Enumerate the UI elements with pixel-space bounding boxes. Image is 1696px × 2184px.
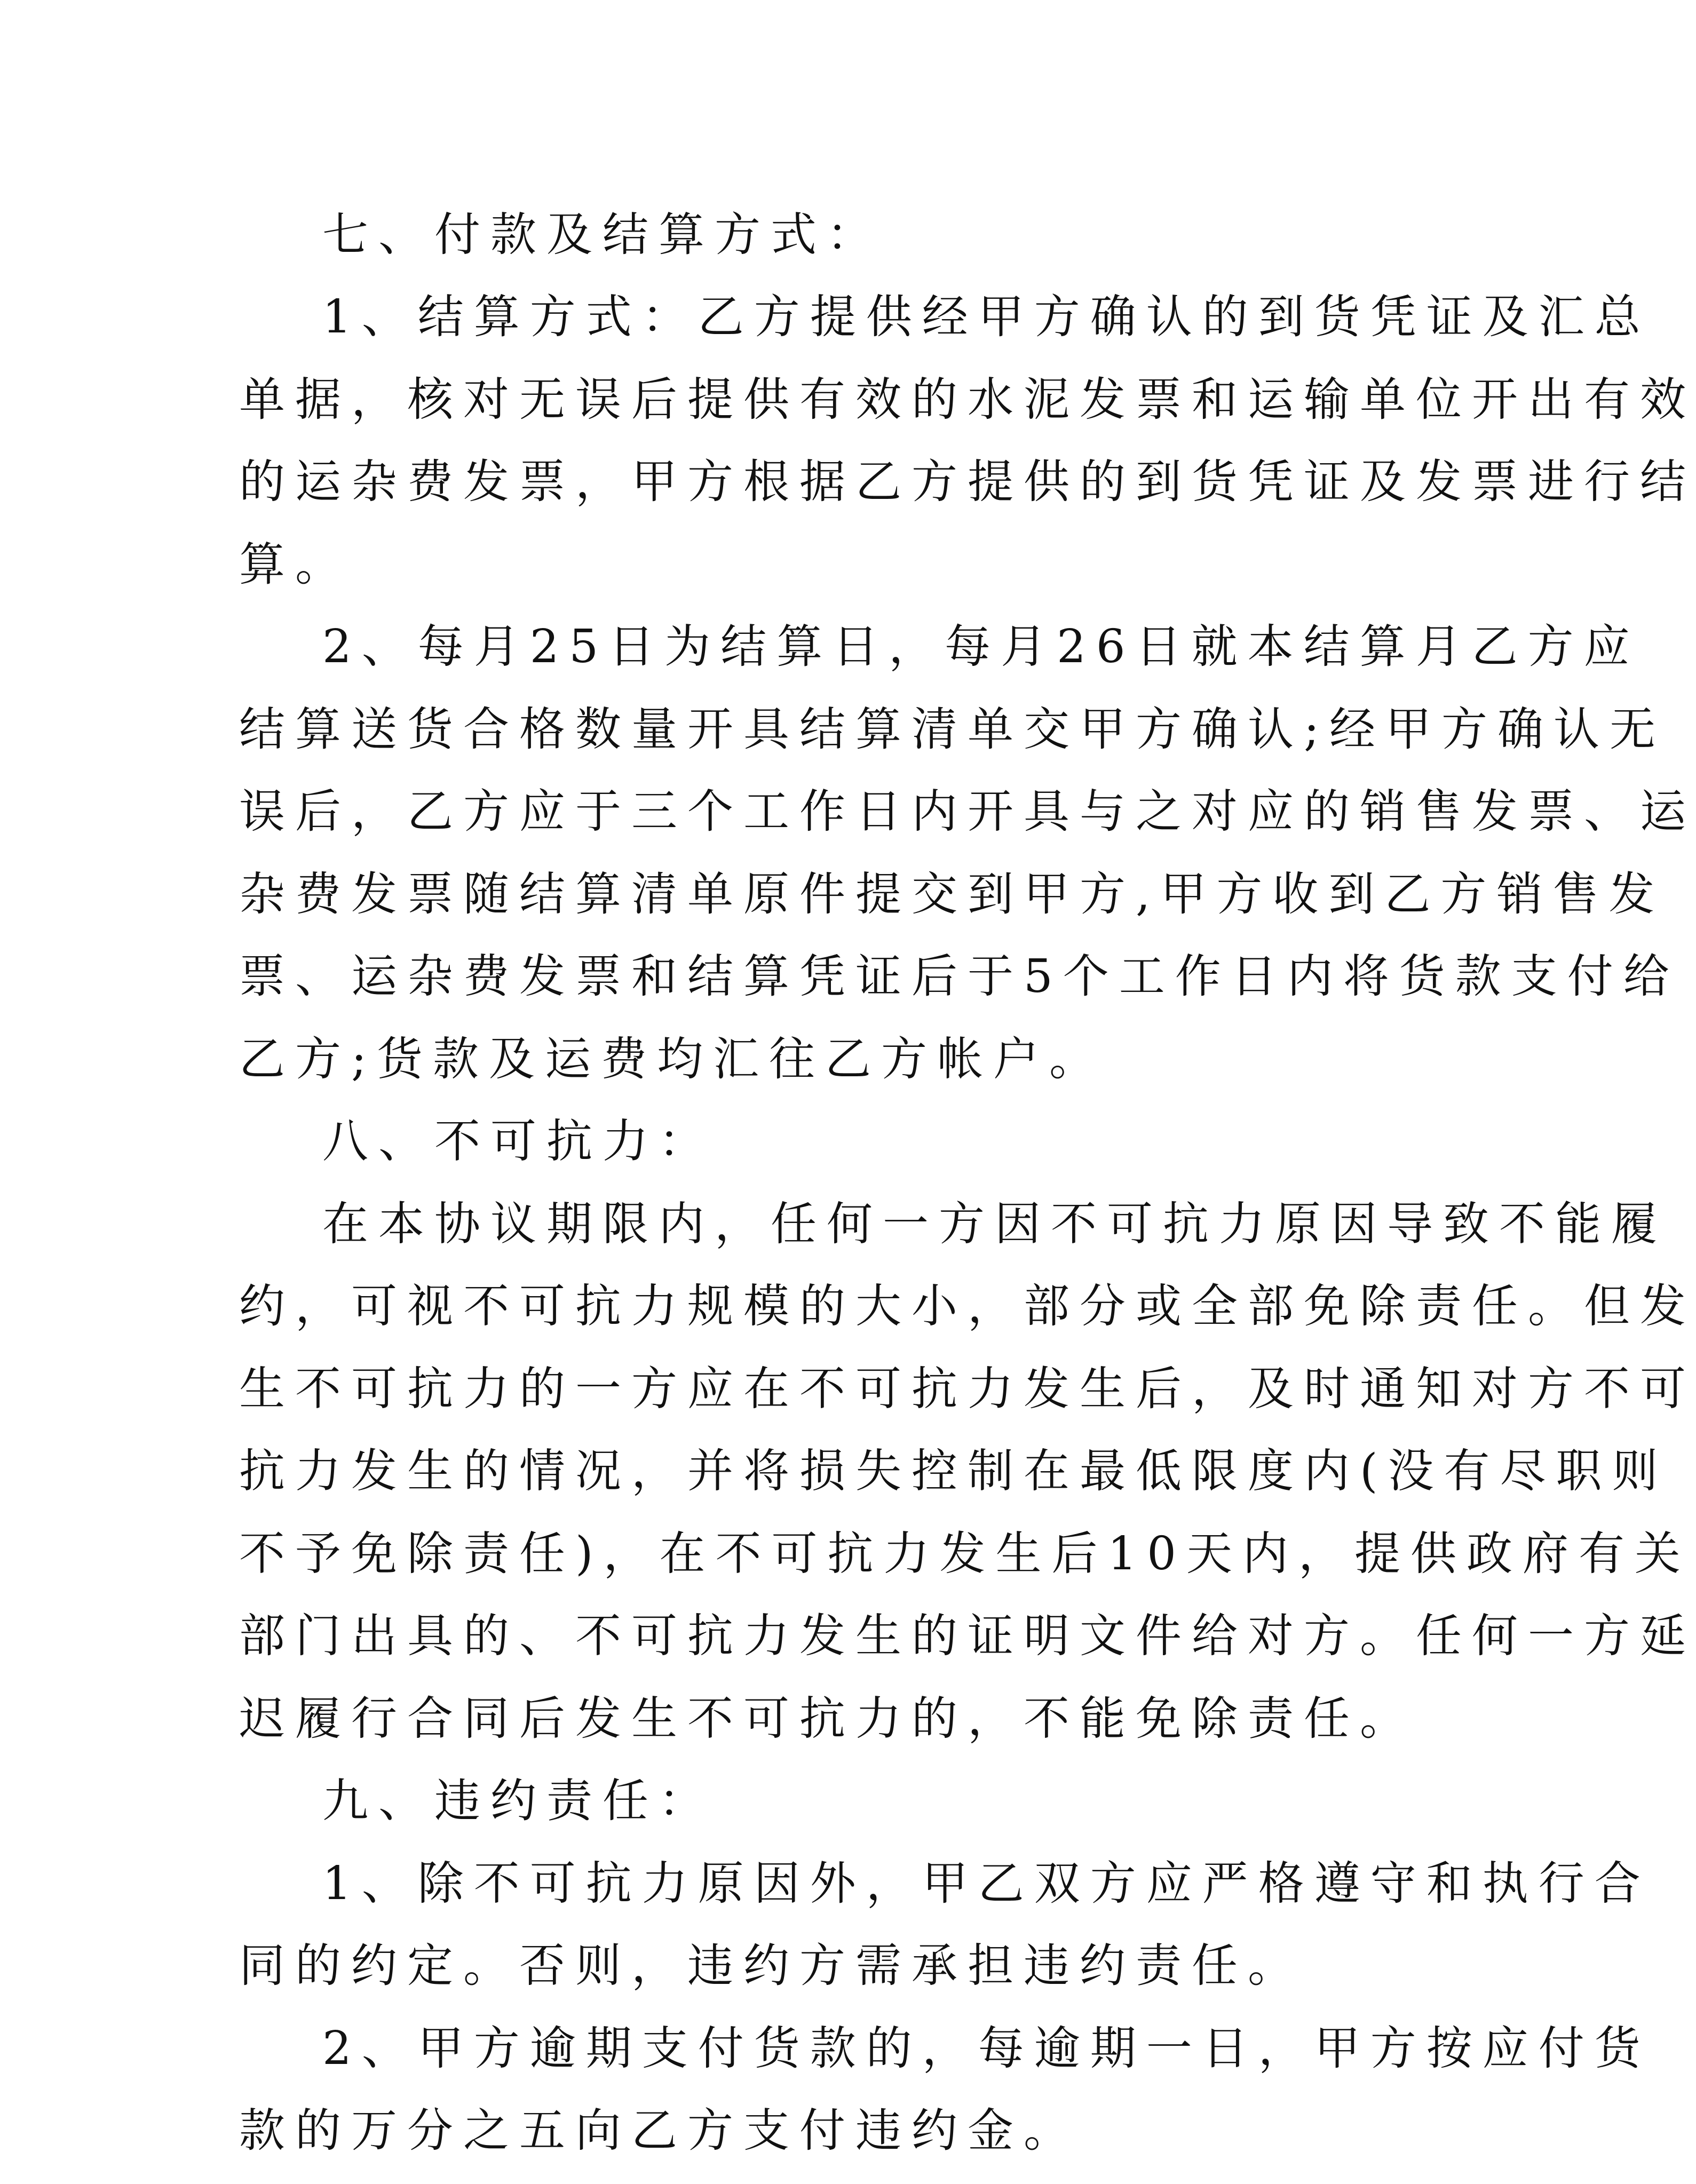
paragraph-line: 不予免除责任)，在不可抗力发生后10天内，提供政府有关 [239,1527,1691,1581]
paragraph-line: 乙方;货款及运费均汇往乙方帐户。 [239,1033,1105,1086]
paragraph-line: 2、每月25日为结算日，每月26日就本结算月乙方应 [322,620,1640,673]
paragraph-line: 的运杂费发票，甲方根据乙方提供的到货凭证及发票进行结 [239,455,1696,509]
paragraph-line: 部门出具的、不可抗力发生的证明文件给对方。任何一方延 [239,1609,1696,1663]
paragraph-line: 误后，乙方应于三个工作日内开具与之对应的销售发票、运 [239,785,1696,838]
paragraph-line: 抗力发生的情况，并将损失控制在最低限度内(没有尽职则 [239,1444,1668,1498]
section-heading-force-majeure: 八、不可抗力： [322,1115,715,1168]
paragraph-line: 结算送货合格数量开具结算清单交甲方确认;经甲方确认无 [239,703,1666,756]
paragraph-line: 款的万分之五向乙方支付违约金。 [239,2104,1080,2157]
paragraph-line: 生不可抗力的一方应在不可抗力发生后，及时通知对方不可 [239,1362,1696,1416]
paragraph-line: 在本协议期限内，任何一方因不可抗力原因导致不能履 [322,1197,1667,1251]
paragraph-line: 2、甲方逾期支付货款的，每逾期一日，甲方按应付货 [322,2022,1651,2075]
paragraph-line: 迟履行合同后发生不可抗力的，不能免除责任。 [239,1692,1416,1745]
section-heading-payment: 七、付款及结算方式： [322,208,883,261]
section-heading-breach: 九、违约责任： [322,1774,715,1828]
paragraph-line: 1、结算方式：乙方提供经甲方确认的到货凭证及汇总 [322,290,1651,344]
paragraph-line: 单据，核对无误后提供有效的水泥发票和运输单位开出有效 [239,373,1696,426]
paragraph-line: 约，可视不可抗力规模的大小，部分或全部免除责任。但发 [239,1280,1696,1333]
paragraph-line: 同的约定。否则，违约方需承担违约责任。 [239,1939,1304,1992]
paragraph-line: 杂费发票随结算清单原件提交到甲方,甲方收到乙方销售发 [239,868,1665,921]
paragraph-line: 1、除不可抗力原因外，甲乙双方应严格遵守和执行合 [322,1857,1651,1910]
paragraph-line: 票、运杂费发票和结算凭证后于5个工作日内将货款支付给 [239,950,1679,1003]
paragraph-line: 算。 [239,538,351,591]
